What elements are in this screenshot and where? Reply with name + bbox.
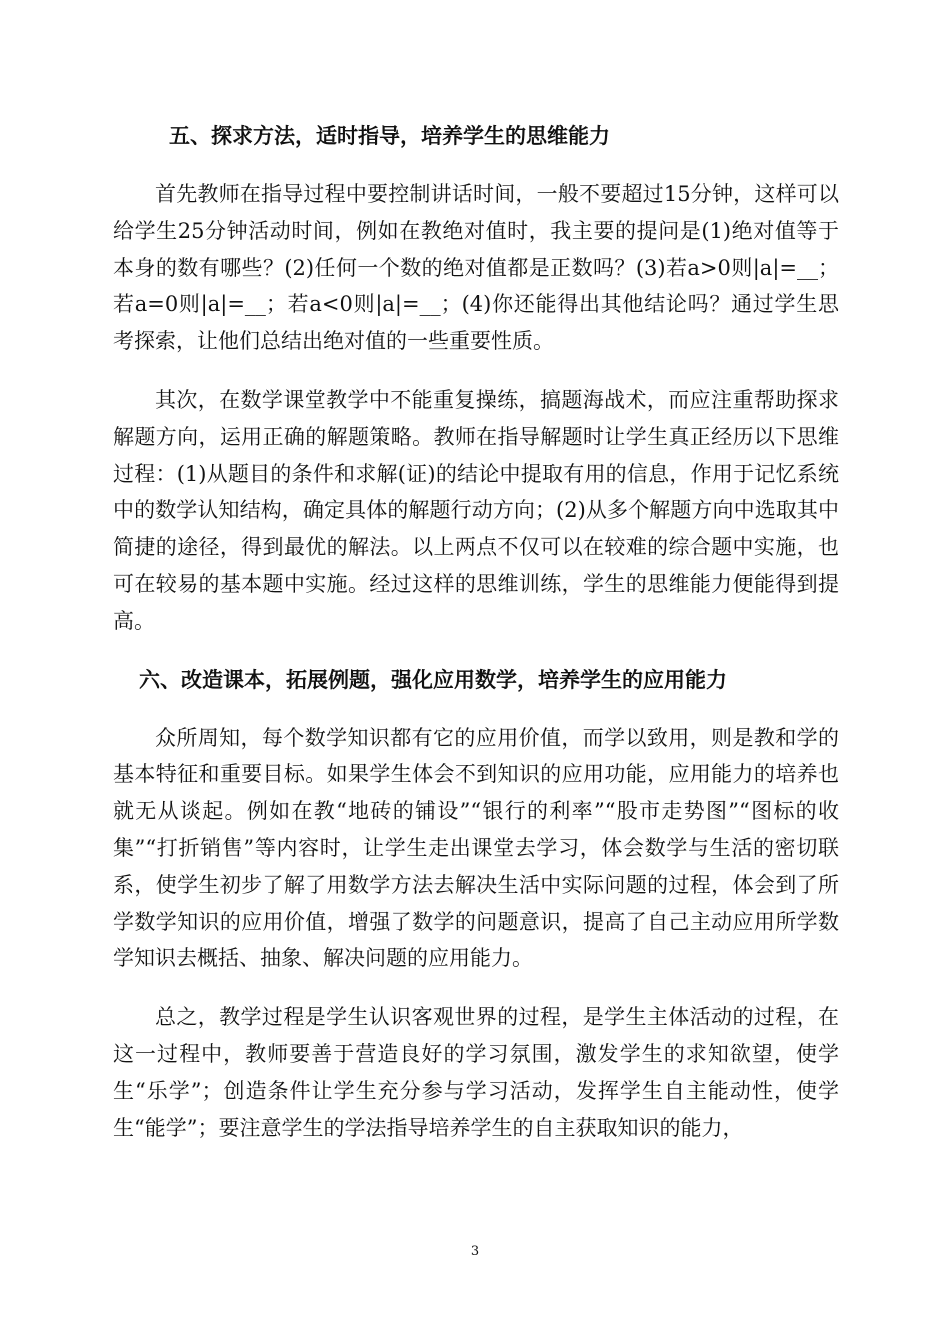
page-number: 3 [470,1244,480,1259]
section-heading-6: 六、改造课本，拓展例题，强化应用数学，培养学生的应用能力 [139,666,727,692]
paragraph: 其次，在数学课堂教学中不能重复操练，搞题海战术，而应注重帮助探求解题方向，运用正确的解题策略。教师在指导解题时让学生真正经历以下思维过程：(1)从题目的条件和求解(证)的结论中提取有用的信息，作用于记忆系统中的数学认知结构，确定具体的解题行动方向；(2)从多个解题方向中选取其中简捷的途径，得到最优的解法。以上两点不仅可以在较难的综合题中实施，也可在较易的基本题中实施。经过这样的思维训练，学生的思维能力便能得到提高。 [113,387,839,633]
paragraph: 首先教师在指导过程中要控制讲话时间，一般不要超过15分钟，这样可以给学生25分钟活动时间，例如在教绝对值时，我主要的提问是(1)绝对值等于本身的数有哪些？(2)任何一个数的绝对值都是正数吗？(3)若a>0则|a|=__；若a=0则|a|=__；若a<0则|a|=__；(4)你还能得出其他结论吗？通过学生思考探索，让他们总结出绝对值的一些重要性质。 [113,182,839,354]
paragraph: 总之，教学过程是学生认识客观世界的过程，是学生主体活动的过程，在这一过程中，教师要善于营造良好的学习氛围，激发学生的求知欲望，使学生“乐学”；创造条件让学生充分参与学习活动，发挥学生自主能动性，使学生“能学”；要注意学生的学法指导培养学生的自主获取知识的能力， [113,1005,839,1140]
section-heading-5: 五、探求方法，适时指导，培养学生的思维能力 [169,123,610,148]
page-body [113,118,839,1168]
paragraph: 众所周知，每个数学知识都有它的应用价值，而学以致用，则是教和学的基本特征和重要目标。如果学生体会不到知识的应用功能，应用能力的培养也就无从谈起。例如在教“地砖的铺设”“银行的利率”“股市走势图”“图标的收集”“打折销售”等内容时，让学生走出课堂去学习，体会数学与生活的密切联系，使学生初步了解了用数学方法去解决生活中实际问题的过程，体会到了所学数学知识的应用价值，增强了数学的问题意识，提高了自己主动应用所学数学知识去概括、抽象、解决问题的应用能力。 [113,725,839,971]
